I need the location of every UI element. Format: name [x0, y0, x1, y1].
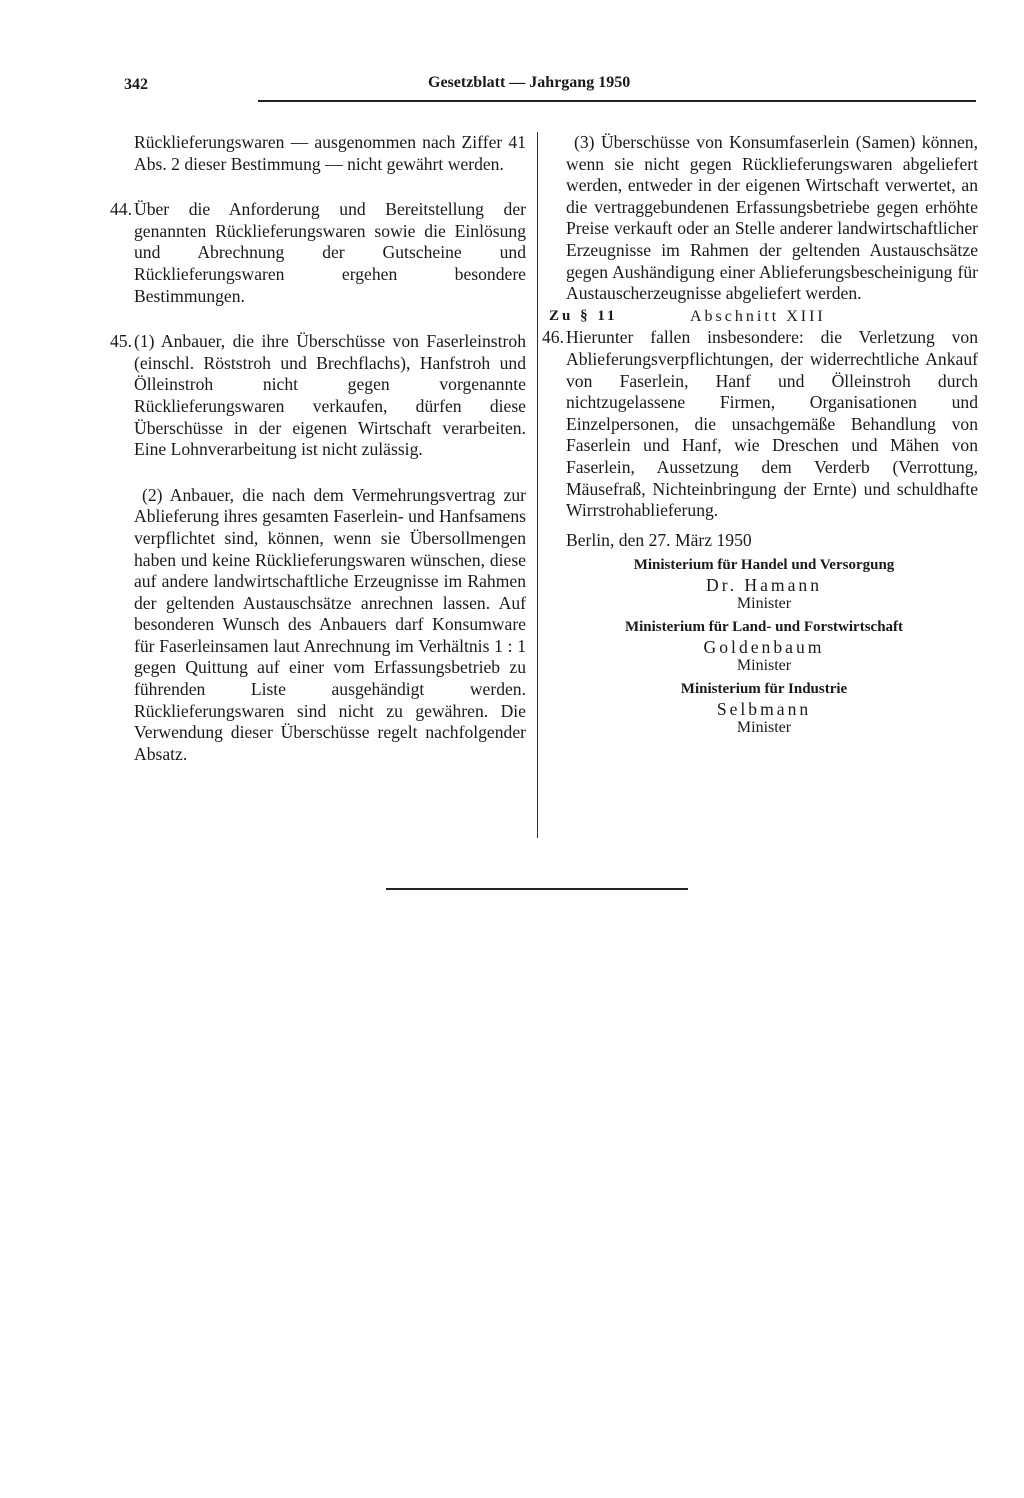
paragraph-2: (2) Anbauer, die nach dem Vermehrungsvertrag zur Ablieferung ihres gesamten Faserlein- und Hanfsamens verpflichtet sind, können, wenn sie Übersollmengen haben und keine Rücklieferungswaren wünschen, diese auf andere landwirtschaftliche Erzeugnisse im Rahmen der geltenden Austauschsätze anrechnen lassen. Auf besonderen Wunsch des Anbauers darf Konsumware für Faserleinsamen laut Anrechnung im Verhältnis 1 : 1 gegen Quittung auf einer vom Erfassungsbetrieb zu führenden Liste ausgehändigt werden. Rücklieferungswaren sind nicht zu gewähren. Die Verwendung dieser Überschüsse regelt nachfolgender Absatz. [134, 484, 526, 764]
item-text: Über die Anforderung und Bereitstellung der genannten Rücklieferungswaren sowie die Einlösung und Abrechnung der Gutscheine und Rücklieferungswaren ergehen besondere Bestimmungen. [134, 199, 526, 306]
signer-name: Goldenbaum [703, 637, 825, 658]
item-45 [110, 331, 526, 461]
item-text: (1) Anbauer, die ihre Überschüsse von Faserleinstroh (einschl. Röststroh und Brechflachs), Hanfstroh und Ölleinstroh nicht gegen vorgenannte Rücklieferungswaren verkaufen, dürfen diese Überschüsse in der eigenen Wirtschaft verarbeiten. Eine Lohnverarbeitung ist nicht zulässig. [134, 331, 526, 460]
header-rule [258, 100, 976, 102]
signature-block [568, 617, 960, 675]
item-46 [542, 327, 978, 521]
item-44 [110, 199, 526, 307]
ministry-name: Ministerium für Land- und Forstwirtschaft [624, 619, 904, 636]
signer-role: Minister [736, 595, 792, 613]
signer-role: Minister [736, 657, 792, 675]
item-number: 46. [542, 327, 564, 348]
item-number: 45. [110, 331, 132, 352]
left-column [110, 132, 526, 765]
signer-name: Dr. Hamann [706, 575, 822, 596]
signature-block [568, 555, 960, 613]
column-divider [537, 132, 538, 838]
page-number: 342 [124, 76, 148, 93]
dateline: Berlin, den 27. März 1950 [566, 529, 752, 550]
signature-block [568, 679, 960, 737]
paragraph-3: (3) Überschüsse von Konsumfaserlein (Samen) können, wenn sie nicht gegen Rücklieferungswaren abgeliefert werden, entweder in der eigenen Wirtschaft verwertet, an die vertraggebundenen Erfassungsbetriebe gegen erhöhte Preise verkauft oder an Stelle anderer landwirtschaftlicher Erzeugnisse im Rahmen der geltenden Austauschsätze gegen Aushändigung einer Ablieferungsbescheinigung für Austauscherzeugnisse abgeliefert werden. [566, 132, 978, 304]
ministry-name: Ministerium für Handel und Versorgung [633, 557, 895, 574]
right-column [542, 132, 978, 737]
signer-role: Minister [736, 719, 792, 737]
signer-name: Selbmann [716, 699, 812, 720]
running-head: Gesetzblatt — Jahrgang 1950 [428, 74, 631, 91]
item-number: 44. [110, 199, 132, 220]
end-rule [386, 888, 688, 890]
section-heading [549, 306, 978, 328]
section-title: Abschnitt XIII [690, 307, 826, 325]
ministry-name: Ministerium für Industrie [680, 681, 848, 698]
continuation-text: Rücklieferungswaren — ausgenommen nach Ziffer 41 Abs. 2 dieser Bestimmung — nicht gewährt werden. [134, 132, 526, 174]
item-text: Hierunter fallen insbesondere: die Verletzung von Ablieferungsverpflichtungen, der widerrechtliche Ankauf von Faserlein, Hanf und Ölleinstroh durch nichtzugelassene Firmen, Organisationen und Einzelpersonen, die unsachgemäße Behandlung von Faserlein und Hanf, wie Dreschen und Mähen von Faserlein, Aussetzung dem Verderb (Verrottung, Mäusefraß, Nichteinbringung der Ernte) und schuldhafte Wirrstrohablieferung. [566, 327, 978, 521]
margin-note: Zu § 11 [549, 307, 618, 324]
